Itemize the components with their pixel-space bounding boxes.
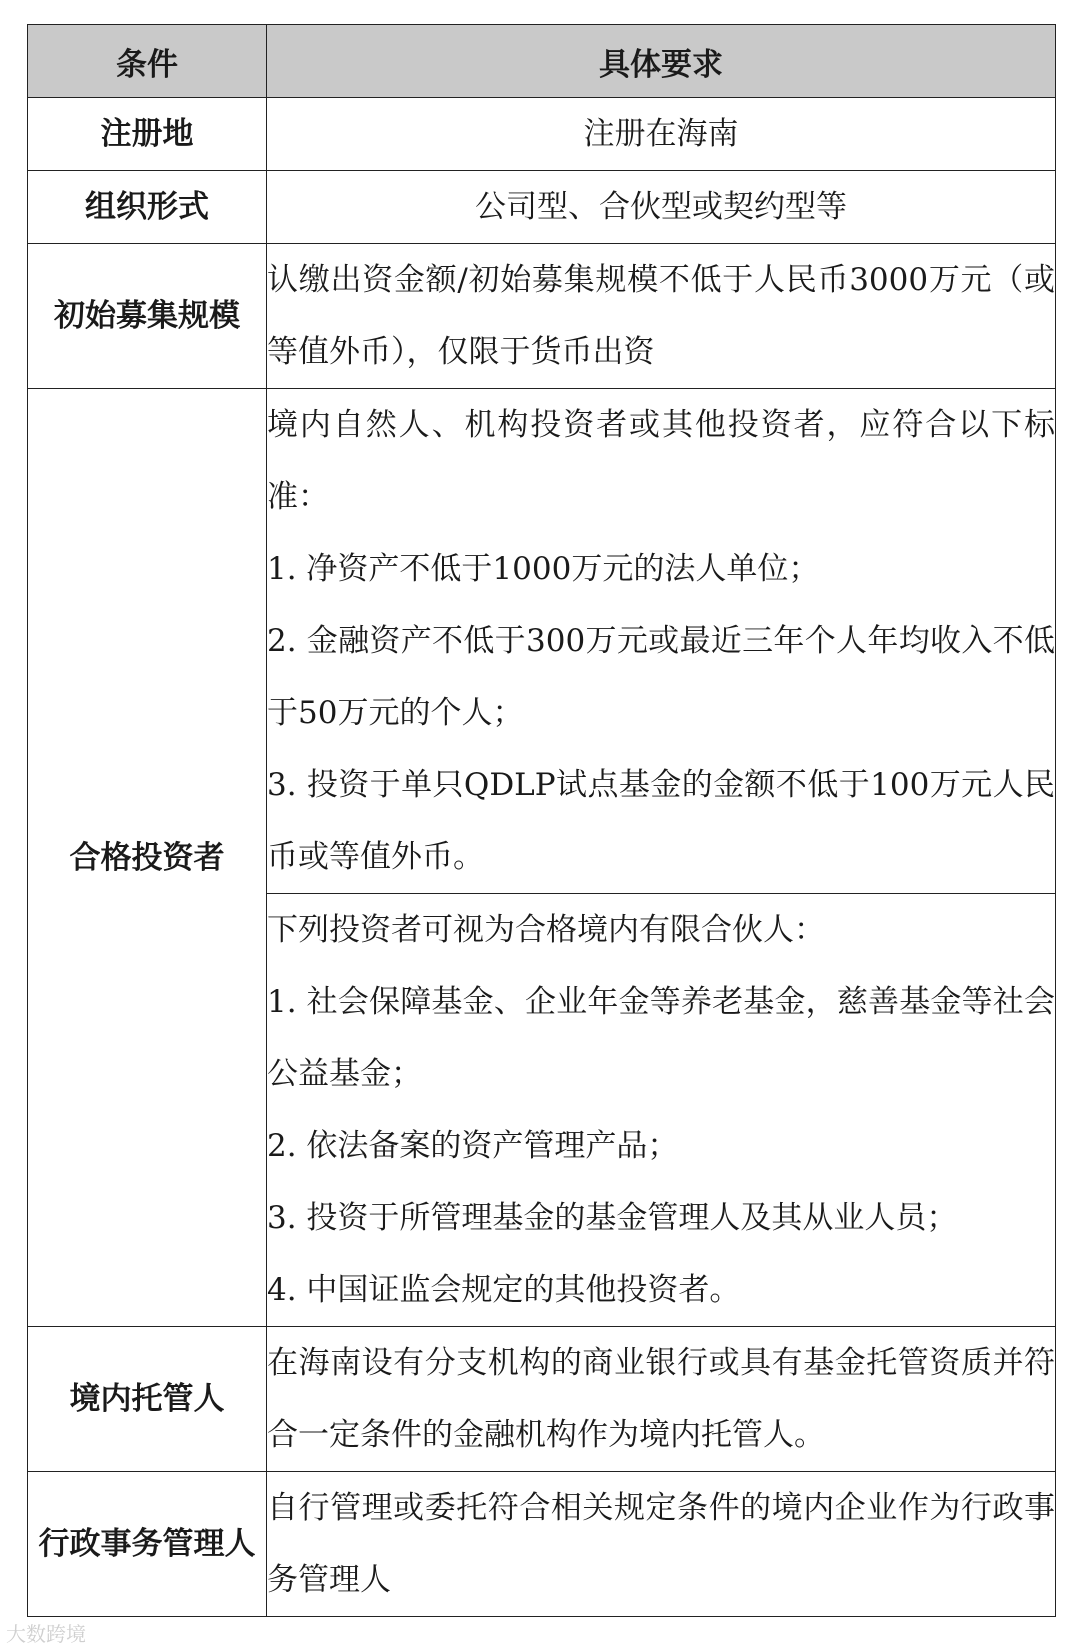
- requirements-table: [27, 24, 1056, 1617]
- block-1-item-1: 1. 净资产不低于1000万元的法人单位；: [267, 551, 820, 587]
- block-1-item-3: 3. 投资于单只QDLP试点基金的金额不低于100万元人民币或等值外币。: [267, 767, 1055, 875]
- block-2-item-1: 1. 社会保障基金、企业年金等养老基金，慈善基金等社会公益基金；: [267, 984, 1055, 1092]
- row-label-admin: 行政事务管理人: [28, 1472, 267, 1617]
- block-2-item-4: 4. 中国证监会规定的其他投资者。: [267, 1272, 741, 1308]
- table-row: [28, 389, 1056, 894]
- block-2-intro: 下列投资者可视为合格境内有限合伙人：: [267, 912, 825, 948]
- qualified-investors-block-2: [267, 894, 1056, 1327]
- row-content-org-form: 公司型、合伙型或契约型等: [267, 171, 1056, 244]
- block-2-item-3: 3. 投资于所管理基金的基金管理人及其从业人员；: [267, 1200, 958, 1236]
- table-row: [28, 1327, 1056, 1472]
- row-label-org-form: 组织形式: [28, 171, 267, 244]
- row-label-qualified-investors: 合格投资者: [28, 389, 267, 1327]
- row-content-registration: 注册在海南: [267, 98, 1056, 171]
- row-label-registration: 注册地: [28, 98, 267, 171]
- row-label-initial-scale: 初始募集规模: [28, 244, 267, 389]
- table-row: [28, 244, 1056, 389]
- block-2-item-2: 2. 依法备案的资产管理产品；: [267, 1128, 679, 1164]
- row-content-initial-scale: 认缴出资金额/初始募集规模不低于人民币3000万元（或等值外币），仅限于货币出资: [267, 244, 1056, 389]
- table-header-row: [28, 25, 1056, 98]
- block-1-item-2: 2. 金融资产不低于300万元或最近三年个人年均收入不低于50万元的个人；: [267, 623, 1055, 731]
- table-row: [28, 171, 1056, 244]
- header-condition: 条件: [28, 25, 267, 98]
- qualified-investors-block-1: [267, 389, 1056, 894]
- header-requirements: 具体要求: [267, 25, 1056, 98]
- watermark-text: 大数跨境: [6, 1622, 86, 1646]
- row-content-custodian: 在海南设有分支机构的商业银行或具有基金托管资质并符合一定条件的金融机构作为境内托管人。: [267, 1327, 1056, 1472]
- block-1-intro: 境内自然人、机构投资者或其他投资者，应符合以下标准：: [267, 407, 1055, 515]
- table-row: [28, 1472, 1056, 1617]
- row-content-admin: 自行管理或委托符合相关规定条件的境内企业作为行政事务管理人: [267, 1472, 1056, 1617]
- table-row: [28, 98, 1056, 171]
- row-label-custodian: 境内托管人: [28, 1327, 267, 1472]
